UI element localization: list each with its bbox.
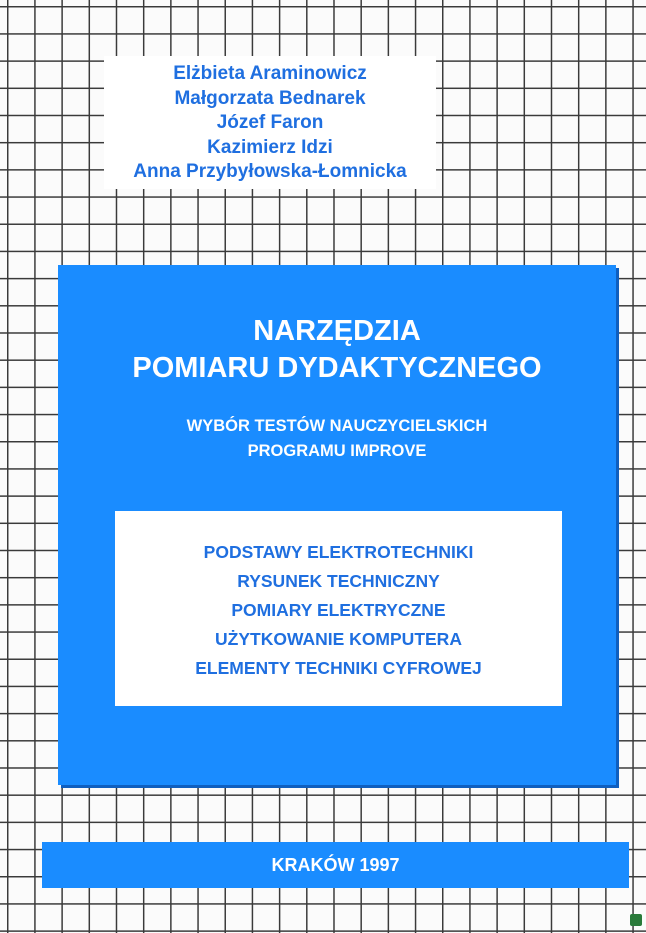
subtitle-line-2: PROGRAMU IMPROVE <box>247 442 427 460</box>
author-name: Małgorzata Bednarek <box>174 87 366 109</box>
place-and-year: KRAKÓW 1997 <box>271 855 400 875</box>
subject-item: POMIARY ELEKTRYCZNE <box>231 600 446 620</box>
author-name: Józef Faron <box>216 112 324 133</box>
title-panel <box>58 265 616 785</box>
corner-mark-decoration <box>630 914 642 926</box>
subject-item: ELEMENTY TECHNIKI CYFROWEJ <box>195 658 482 678</box>
author-name: Anna Przybyłowska-Łomnicka <box>133 161 407 182</box>
subject-item: PODSTAWY ELEKTROTECHNIKI <box>203 542 474 562</box>
publication-info-bar <box>42 842 629 888</box>
subjects-list <box>115 511 562 683</box>
title-line-2: POMIARU DYDAKTYCZNEGO <box>132 352 542 384</box>
subject-item: RYSUNEK TECHNICZNY <box>237 571 440 591</box>
book-subtitle <box>58 414 616 464</box>
subtitle-line-1: WYBÓR TESTÓW NAUCZYCIELSKICH <box>186 417 488 435</box>
authors-block <box>104 56 436 189</box>
title-line-1: NARZĘDZIA <box>253 315 421 347</box>
author-name: Elżbieta Araminowicz <box>173 63 367 84</box>
subject-item: UŻYTKOWANIE KOMPUTERA <box>215 629 462 649</box>
author-name: Kazimierz Idzi <box>207 136 333 158</box>
book-title <box>58 313 616 387</box>
subjects-box <box>115 511 562 706</box>
